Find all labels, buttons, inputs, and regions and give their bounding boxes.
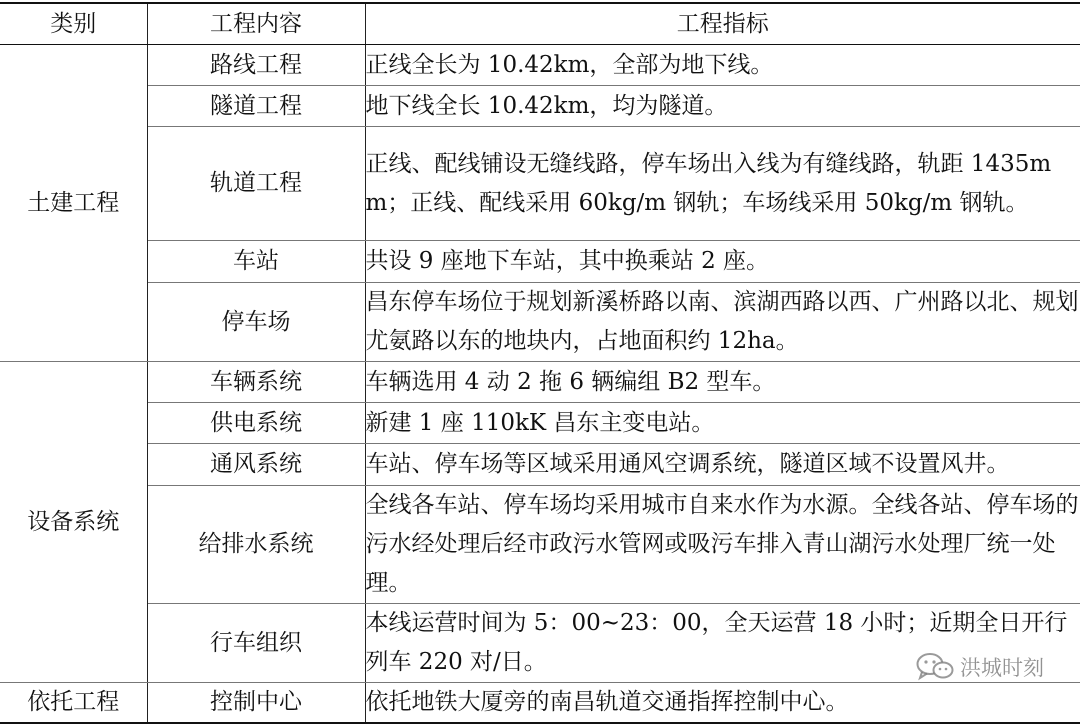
- item-cell: 车辆系统: [147, 362, 365, 403]
- item-cell: 隧道工程: [147, 86, 365, 127]
- item-cell: 通风系统: [147, 444, 365, 486]
- detail-cell: 地下线全长 10.42km，均为隧道。: [365, 86, 1080, 127]
- detail-cell: 本线运营时间为 5：00~23：00，全天运营 18 小时；近期全日开行列车 220 对/日。: [365, 604, 1080, 683]
- detail-cell: 正线全长为 10.42km，全部为地下线。: [365, 45, 1080, 86]
- detail-cell: 共设 9 座地下车站，其中换乘站 2 座。: [365, 241, 1080, 283]
- detail-cell: 昌东停车场位于规划新溪桥路以南、滨湖西路以西、广州路以北、规划尤氨路以东的地块内，占地面积约 12ha。: [365, 283, 1080, 362]
- item-cell: 轨道工程: [147, 127, 365, 241]
- item-cell: 停车场: [147, 283, 365, 362]
- header-content: 工程内容: [147, 3, 365, 45]
- detail-cell: 新建 1 座 110kK 昌东主变电站。: [365, 403, 1080, 444]
- table-row: [0, 45, 1080, 86]
- header-row: [0, 3, 1080, 45]
- header-category: 类别: [0, 3, 147, 45]
- table-row: [0, 241, 1080, 283]
- category-cell: 土建工程: [0, 45, 147, 362]
- detail-cell: 车站、停车场等区域采用通风空调系统，隧道区域不设置风井。: [365, 444, 1080, 486]
- detail-cell: 车辆选用 4 动 2 拖 6 辆编组 B2 型车。: [365, 362, 1080, 403]
- table-row: [0, 127, 1080, 241]
- item-cell: 路线工程: [147, 45, 365, 86]
- spec-table: [0, 2, 1080, 724]
- table-row: [0, 604, 1080, 683]
- category-cell: 设备系统: [0, 362, 147, 683]
- category-cell: 依托工程: [0, 683, 147, 724]
- table-row: [0, 486, 1080, 604]
- detail-cell: 依托地铁大厦旁的南昌轨道交通指挥控制中心。: [365, 683, 1080, 724]
- watermark-text: 洪城时刻: [960, 656, 1044, 680]
- header-metric: 工程指标: [365, 3, 1080, 45]
- item-cell: 车站: [147, 241, 365, 283]
- detail-cell: 全线各车站、停车场均采用城市自来水作为水源。全线各站、停车场的污水经处理后经市政污水管网或吸污车排入青山湖污水处理厂统一处理。: [365, 486, 1080, 604]
- item-cell: 控制中心: [147, 683, 365, 724]
- table-row: [0, 86, 1080, 127]
- table-row: [0, 444, 1080, 486]
- item-cell: 供电系统: [147, 403, 365, 444]
- table-row: [0, 403, 1080, 444]
- item-cell: 行车组织: [147, 604, 365, 683]
- table-row: [0, 362, 1080, 403]
- item-cell: 给排水系统: [147, 486, 365, 604]
- table-row: [0, 283, 1080, 362]
- detail-cell: 正线、配线铺设无缝线路，停车场出入线为有缝线路，轨距 1435mm；正线、配线采用 60kg/m 钢轨；车场线采用 50kg/m 钢轨。: [365, 127, 1080, 241]
